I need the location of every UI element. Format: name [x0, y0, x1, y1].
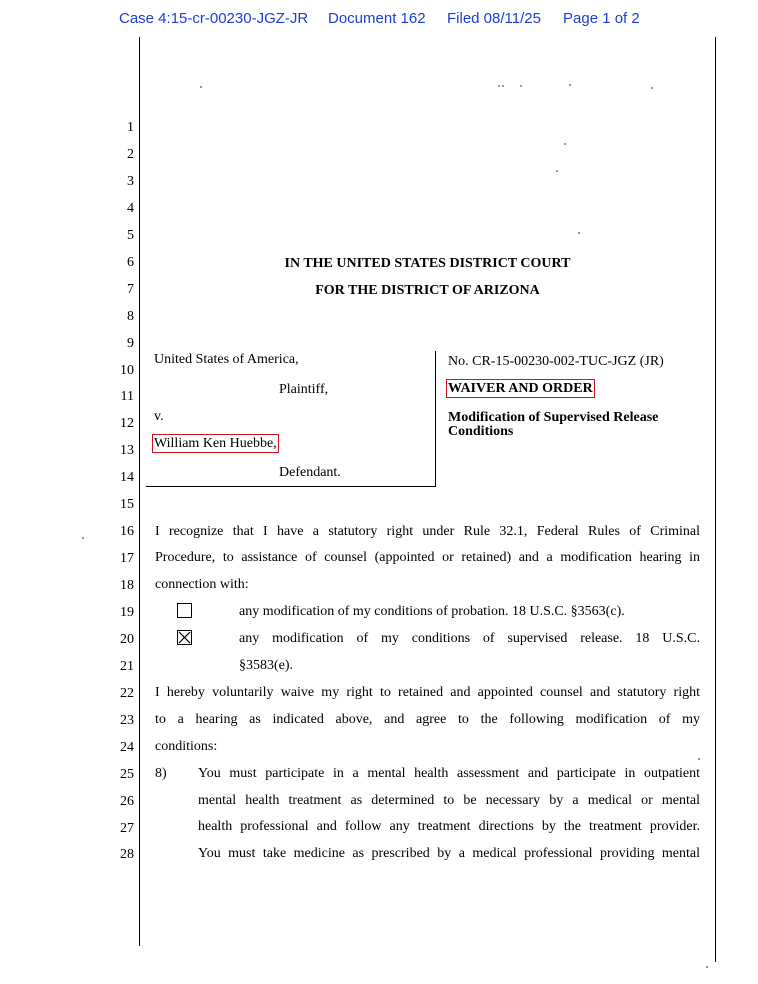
page-count-header: Page 1 of 2 [563, 10, 640, 27]
filed-date-header: Filed 08/11/25 [447, 10, 541, 27]
scan-speck [520, 85, 522, 87]
court-name: IN THE UNITED STATES DISTRICT COURT [284, 256, 571, 271]
scan-speck [706, 966, 708, 968]
caption-divider [435, 351, 436, 487]
body-text-line: Procedure, to assistance of counsel (appointed or retained) and a modification hearing in [155, 550, 700, 565]
body-text-line: connection with: [155, 577, 249, 592]
body-text-line: to a hearing as indicated above, and agree to the following modification of my [155, 712, 700, 727]
line-number: 28 [120, 847, 134, 862]
line-number: 21 [120, 659, 134, 674]
line-number: 16 [120, 524, 134, 539]
line-number: 4 [127, 201, 134, 216]
line-number: 10 [120, 363, 134, 378]
line-number: 3 [127, 174, 134, 189]
line-number: 8 [127, 309, 134, 324]
line-number: 20 [120, 632, 134, 647]
line-number: 7 [127, 282, 134, 297]
line-number: 23 [120, 713, 134, 728]
condition-number: 8) [155, 766, 167, 781]
document-subtitle-line-1: Modification of Supervised Release [448, 410, 659, 425]
supervised-release-option-text-line-1: any modification of my conditions of supervised release. 18 U.S.C. [239, 631, 700, 646]
line-number: 19 [120, 605, 134, 620]
scan-speck [569, 84, 571, 86]
document-subtitle-line-2: Conditions [448, 424, 514, 439]
scan-speck [502, 85, 504, 87]
scan-speck [556, 170, 558, 172]
body-text-line: I hereby voluntarily waive my right to retained and appointed counsel and statutory right [155, 685, 700, 700]
checkmark-x-icon [178, 631, 191, 644]
scan-speck [651, 87, 653, 89]
line-number: 24 [120, 740, 134, 755]
court-district: FOR THE DISTRICT OF ARIZONA [315, 283, 540, 298]
line-number: 18 [120, 578, 134, 593]
line-number: 1 [127, 120, 134, 135]
condition-text-line: You must participate in a mental health assessment and participate in outpatient [198, 766, 700, 781]
line-number: 25 [120, 767, 134, 782]
line-number: 27 [120, 821, 134, 836]
right-margin-rule [715, 37, 716, 962]
scan-speck [498, 85, 500, 87]
defendant-name: William Ken Huebbe, [154, 436, 277, 451]
document-title: WAIVER AND ORDER [448, 381, 593, 396]
supervised-release-option-text-line-2: §3583(e). [239, 658, 294, 673]
condition-text-line: You must take medicine as prescribed by a medical professional providing mental [198, 846, 700, 861]
case-number-header: Case 4:15-cr-00230-JGZ-JR [119, 10, 309, 27]
scan-speck [200, 86, 202, 88]
line-number: 13 [120, 443, 134, 458]
probation-checkbox [177, 603, 192, 618]
defendant-role: Defendant. [279, 465, 341, 480]
line-number: 12 [120, 416, 134, 431]
line-number: 5 [127, 228, 134, 243]
caption-bottom-rule [146, 486, 436, 487]
scan-speck [578, 232, 580, 234]
condition-text-line: mental health treatment as determined to be necessary by a medical or mental [198, 793, 700, 808]
scan-speck [698, 758, 700, 760]
body-text-line: conditions: [155, 739, 218, 754]
case-number: No. CR-15-00230-002-TUC-JGZ (JR) [448, 354, 664, 369]
line-number: 14 [120, 470, 134, 485]
condition-text-line: health professional and follow any treatment directions by the treatment provider. [198, 819, 700, 834]
ecf-header [119, 10, 679, 30]
document-number-header: Document 162 [328, 10, 426, 27]
body-text-line: I recognize that I have a statutory right under Rule 32.1, Federal Rules of Criminal [155, 524, 700, 539]
versus: v. [154, 409, 164, 424]
line-number: 9 [127, 336, 134, 351]
scan-speck [564, 143, 566, 145]
line-number: 17 [120, 551, 134, 566]
line-number: 15 [120, 497, 134, 512]
plaintiff-name: United States of America, [154, 352, 299, 367]
line-number: 11 [120, 389, 134, 404]
line-number: 26 [120, 794, 134, 809]
line-number: 22 [120, 686, 134, 701]
supervised-release-checkbox [177, 630, 192, 645]
left-margin-rule [139, 37, 140, 946]
plaintiff-role: Plaintiff, [279, 382, 329, 397]
line-number: 2 [127, 147, 134, 162]
line-number: 6 [127, 255, 134, 270]
scan-speck [82, 537, 84, 539]
probation-option-text: any modification of my conditions of probation. 18 U.S.C. §3563(c). [239, 604, 625, 619]
